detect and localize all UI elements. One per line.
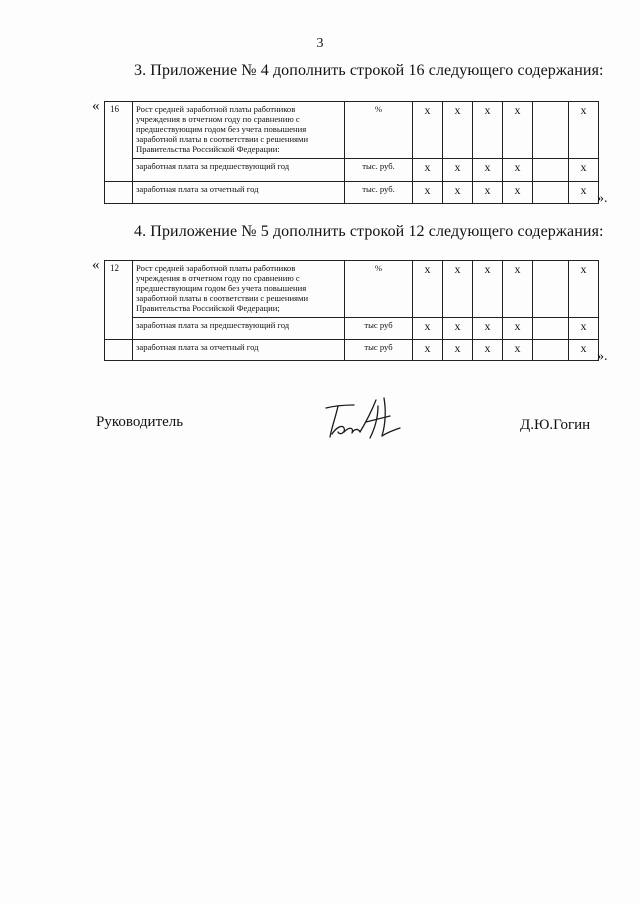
section-4-row-report-year: [105, 340, 599, 361]
value-cell: х: [503, 261, 533, 318]
unit-cell: тыс. руб.: [345, 159, 413, 182]
value-cell: х: [569, 318, 599, 340]
page-number: 3: [316, 36, 324, 51]
label-cell: заработная плата за отчетный год: [133, 182, 345, 204]
value-cell: х: [503, 159, 533, 182]
value-cell: х: [473, 318, 503, 340]
section-4-quote-close: ».: [597, 349, 608, 364]
description-cell: Рост средней заработной платы работников учреждения в отчетном году по сравнению с предшествующим годом без учета повышения заработной платы в соответствии с решениями Правительства Российской Федерации;: [133, 261, 345, 318]
value-cell: х: [569, 340, 599, 361]
section-3-table: [104, 101, 599, 204]
value-cell: [533, 318, 569, 340]
value-cell: х: [473, 340, 503, 361]
section-4-table: [104, 260, 599, 361]
value-cell: х: [413, 261, 443, 318]
label-cell: заработная плата за предшествующий год: [133, 159, 345, 182]
value-cell: х: [413, 182, 443, 204]
value-cell: х: [413, 340, 443, 361]
empty-cell: [105, 340, 133, 361]
value-cell: х: [473, 159, 503, 182]
unit-cell: тыс руб: [345, 340, 413, 361]
value-cell: х: [503, 182, 533, 204]
value-cell: [533, 340, 569, 361]
value-cell: х: [443, 159, 473, 182]
value-cell: х: [569, 159, 599, 182]
label-cell: заработная плата за предшествующий год: [133, 318, 345, 340]
value-cell: х: [569, 102, 599, 159]
section-4-row-prev-year: [105, 318, 599, 340]
value-cell: х: [443, 102, 473, 159]
value-cell: [533, 159, 569, 182]
section-4-row-main: [105, 261, 599, 318]
value-cell: х: [443, 261, 473, 318]
label-cell: заработная плата за отчетный год: [133, 340, 345, 361]
section-3-row-main: [105, 102, 599, 159]
signature-image: [320, 392, 410, 452]
signatory-position: Руководитель: [96, 414, 184, 430]
value-cell: х: [473, 102, 503, 159]
value-cell: х: [569, 261, 599, 318]
section-3-heading: 3. Приложение № 4 дополнить строкой 16 следующего содержания:: [134, 62, 604, 79]
value-cell: х: [443, 182, 473, 204]
section-4-heading: 4. Приложение № 5 дополнить строкой 12 следующего содержания:: [134, 223, 604, 240]
signatory-name: Д.Ю.Гогин: [520, 417, 591, 433]
value-cell: [533, 261, 569, 318]
value-cell: х: [413, 102, 443, 159]
row-number-cell: 12: [105, 261, 133, 340]
value-cell: х: [473, 261, 503, 318]
section-3-quote-open: «: [92, 98, 100, 114]
unit-cell: тыс руб: [345, 318, 413, 340]
value-cell: х: [569, 182, 599, 204]
value-cell: х: [503, 340, 533, 361]
value-cell: х: [413, 159, 443, 182]
section-3-row-prev-year: [105, 159, 599, 182]
value-cell: х: [503, 102, 533, 159]
section-3-row-report-year: [105, 182, 599, 204]
unit-cell: тыс. руб.: [345, 182, 413, 204]
value-cell: х: [443, 340, 473, 361]
value-cell: х: [473, 182, 503, 204]
value-cell: [533, 102, 569, 159]
row-number-cell: 16: [105, 102, 133, 182]
section-3-quote-close: ».: [597, 191, 608, 206]
value-cell: [533, 182, 569, 204]
description-cell: Рост средней заработной платы работников учреждения в отчетном году по сравнению с предшествующим годом без учета повышения заработной платы в соответствии с решениями Правительства Российской Федерации:: [133, 102, 345, 159]
value-cell: х: [413, 318, 443, 340]
empty-cell: [105, 182, 133, 204]
section-4-quote-open: «: [92, 257, 100, 273]
unit-cell: %: [345, 261, 413, 318]
unit-cell: %: [345, 102, 413, 159]
value-cell: х: [443, 318, 473, 340]
value-cell: х: [503, 318, 533, 340]
